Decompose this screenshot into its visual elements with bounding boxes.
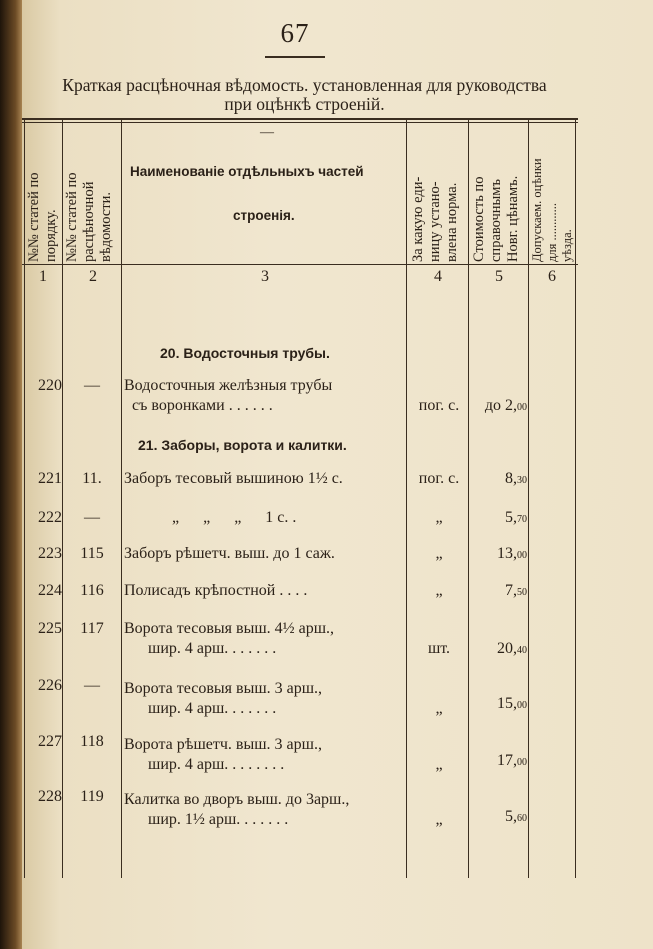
header-col4-line3: влена норма. [444, 182, 460, 262]
header-col2-line3: вѣдомости. [98, 191, 114, 262]
row-price [472, 545, 527, 563]
row-unit: „ [435, 756, 443, 773]
page-number-rule [265, 56, 325, 58]
header-bottom-rule [22, 264, 578, 265]
header-col4 [410, 177, 461, 262]
row-ref: — [84, 509, 100, 526]
row-description-cont: шир. 4 арш. . . . . . . [148, 700, 277, 717]
row-ref: 115 [80, 545, 104, 562]
row-number: 222 [38, 509, 62, 526]
row-description-cont: шир. 4 арш. . . . . . . . [148, 756, 285, 773]
row-description: Заборъ рѣшетч. выш. до 1 саж. [124, 545, 335, 562]
row-unit: „ [435, 811, 443, 828]
row-ref: — [84, 677, 100, 694]
header-col3-line2: строенія. [233, 208, 295, 223]
row-price-cents: 30 [517, 475, 527, 486]
col-border-4 [468, 120, 469, 878]
row-price-main: 7, [505, 582, 517, 599]
row-number: 226 [38, 677, 62, 694]
row-ref: 117 [80, 620, 104, 637]
row-price-cents: 00 [517, 700, 527, 711]
row-unit: „ [435, 582, 443, 599]
row-price-cents: 00 [517, 402, 527, 413]
col-border-1 [62, 120, 63, 878]
row-price [472, 397, 527, 415]
row-ref: — [84, 377, 100, 394]
row-price-main: 5, [505, 509, 517, 526]
row-unit: „ [435, 700, 443, 717]
col-number-4: 4 [434, 268, 442, 285]
col-border-left [24, 118, 25, 878]
row-unit: пог. с. [418, 470, 460, 487]
header-col5-line3: Новг. цѣнамъ. [505, 175, 521, 262]
row-price-main: 13, [497, 545, 517, 562]
row-description: Ворота рѣшетч. выш. 3 арш., [124, 736, 322, 753]
header-col6-line1: Допускаем. оцѣнки [530, 158, 544, 262]
header-col3-line1: Наименованіе отдѣльныхъ частей [130, 164, 364, 179]
row-price-cents: 60 [517, 813, 527, 824]
header-col4-line1: За какую еди- [410, 176, 426, 262]
col-number-3: 3 [261, 268, 269, 285]
header-col1 [26, 124, 60, 262]
row-price [472, 808, 527, 826]
header-col2-line2: расцѣночной [81, 181, 97, 262]
row-unit: „ [435, 509, 443, 526]
row-number: 224 [38, 582, 62, 599]
title-line-2: при оцѣнкѣ строеній. [224, 94, 385, 114]
row-price-cents: 40 [517, 645, 527, 656]
col-border-2 [121, 120, 122, 878]
row-description: Полисадъ крѣпостной . . . . [124, 582, 308, 599]
row-price-cents: 00 [517, 550, 527, 561]
header-col1-text: №№ статей по порядку. [26, 172, 59, 262]
table-top-rule-thin [22, 122, 578, 123]
section-heading: 21. Заборы, ворота и калитки. [138, 437, 347, 453]
row-ref: 11. [82, 470, 102, 487]
row-description: Ворота тесовыя выш. 4½ арш., [124, 620, 335, 637]
row-price-main: 5, [505, 808, 517, 825]
row-number: 220 [38, 377, 62, 394]
row-unit: „ [435, 545, 443, 562]
row-price [472, 509, 527, 527]
row-number: 225 [38, 620, 62, 637]
header-dash: — [260, 125, 274, 140]
row-unit: пог. с. [418, 397, 460, 414]
header-col5-line1: Стоимость по [471, 176, 487, 262]
header-col6-line2: для ............ [545, 203, 559, 262]
document-title [12, 76, 597, 114]
row-price [472, 640, 527, 658]
header-col6 [530, 158, 575, 262]
row-price-cents: 50 [517, 587, 527, 598]
row-price-main: 17, [497, 752, 517, 769]
row-ref: 116 [80, 582, 104, 599]
row-description: Заборъ тесовый вышиною 1½ с. [124, 470, 343, 487]
row-description: Водосточныя желѣзныя трубы [124, 377, 333, 394]
row-price [472, 695, 527, 713]
col-number-2: 2 [89, 268, 97, 285]
row-description-cont: шир. 4 арш. . . . . . . [148, 640, 277, 657]
row-price-main: 8, [505, 470, 517, 487]
header-col5-line2: справочнымъ [488, 179, 504, 262]
row-ref: 119 [80, 788, 104, 805]
row-price [472, 470, 527, 488]
row-number: 228 [38, 788, 62, 805]
row-number: 221 [38, 470, 62, 487]
row-description: Ворота тесовыя выш. 3 арш., [124, 680, 323, 697]
row-price [472, 582, 527, 600]
book-spine [0, 0, 22, 949]
header-col6-line3: уѣзда. [560, 229, 574, 262]
col-number-1: 1 [39, 268, 47, 285]
row-price-main: до 2, [484, 397, 517, 414]
row-description-cont: съ воронками . . . . . . [132, 397, 273, 414]
page-number: 67 [280, 18, 310, 48]
row-number: 227 [38, 733, 62, 750]
col-number-5: 5 [495, 268, 503, 285]
table-top-rule [22, 118, 578, 120]
row-price-main: 15, [497, 695, 517, 712]
col-border-right [575, 118, 576, 878]
header-col5 [471, 176, 522, 262]
row-number: 223 [38, 545, 62, 562]
row-description: „ „ „ 1 с. . [172, 509, 297, 526]
row-description: Калитка во дворъ выш. до 3арш., [124, 791, 350, 808]
row-price [472, 752, 527, 770]
row-price-cents: 70 [517, 514, 527, 525]
section-heading: 20. Водосточныя трубы. [160, 345, 330, 361]
col-border-3 [406, 120, 407, 878]
col-border-5 [528, 120, 529, 878]
header-col2 [64, 173, 115, 262]
title-line-1: Краткая расцѣночная вѣдомость. установленная для руководства [62, 75, 547, 95]
row-description-cont: шир. 1½ арш. . . . . . . [148, 811, 289, 828]
col-number-6: 6 [548, 268, 556, 285]
row-price-main: 20, [497, 640, 517, 657]
row-price-cents: 00 [517, 757, 527, 768]
row-ref: 118 [80, 733, 104, 750]
row-unit: шт. [427, 640, 451, 657]
header-col4-line2: ницу устано- [427, 181, 443, 262]
header-col2-line1: №№ статей по [64, 172, 80, 262]
